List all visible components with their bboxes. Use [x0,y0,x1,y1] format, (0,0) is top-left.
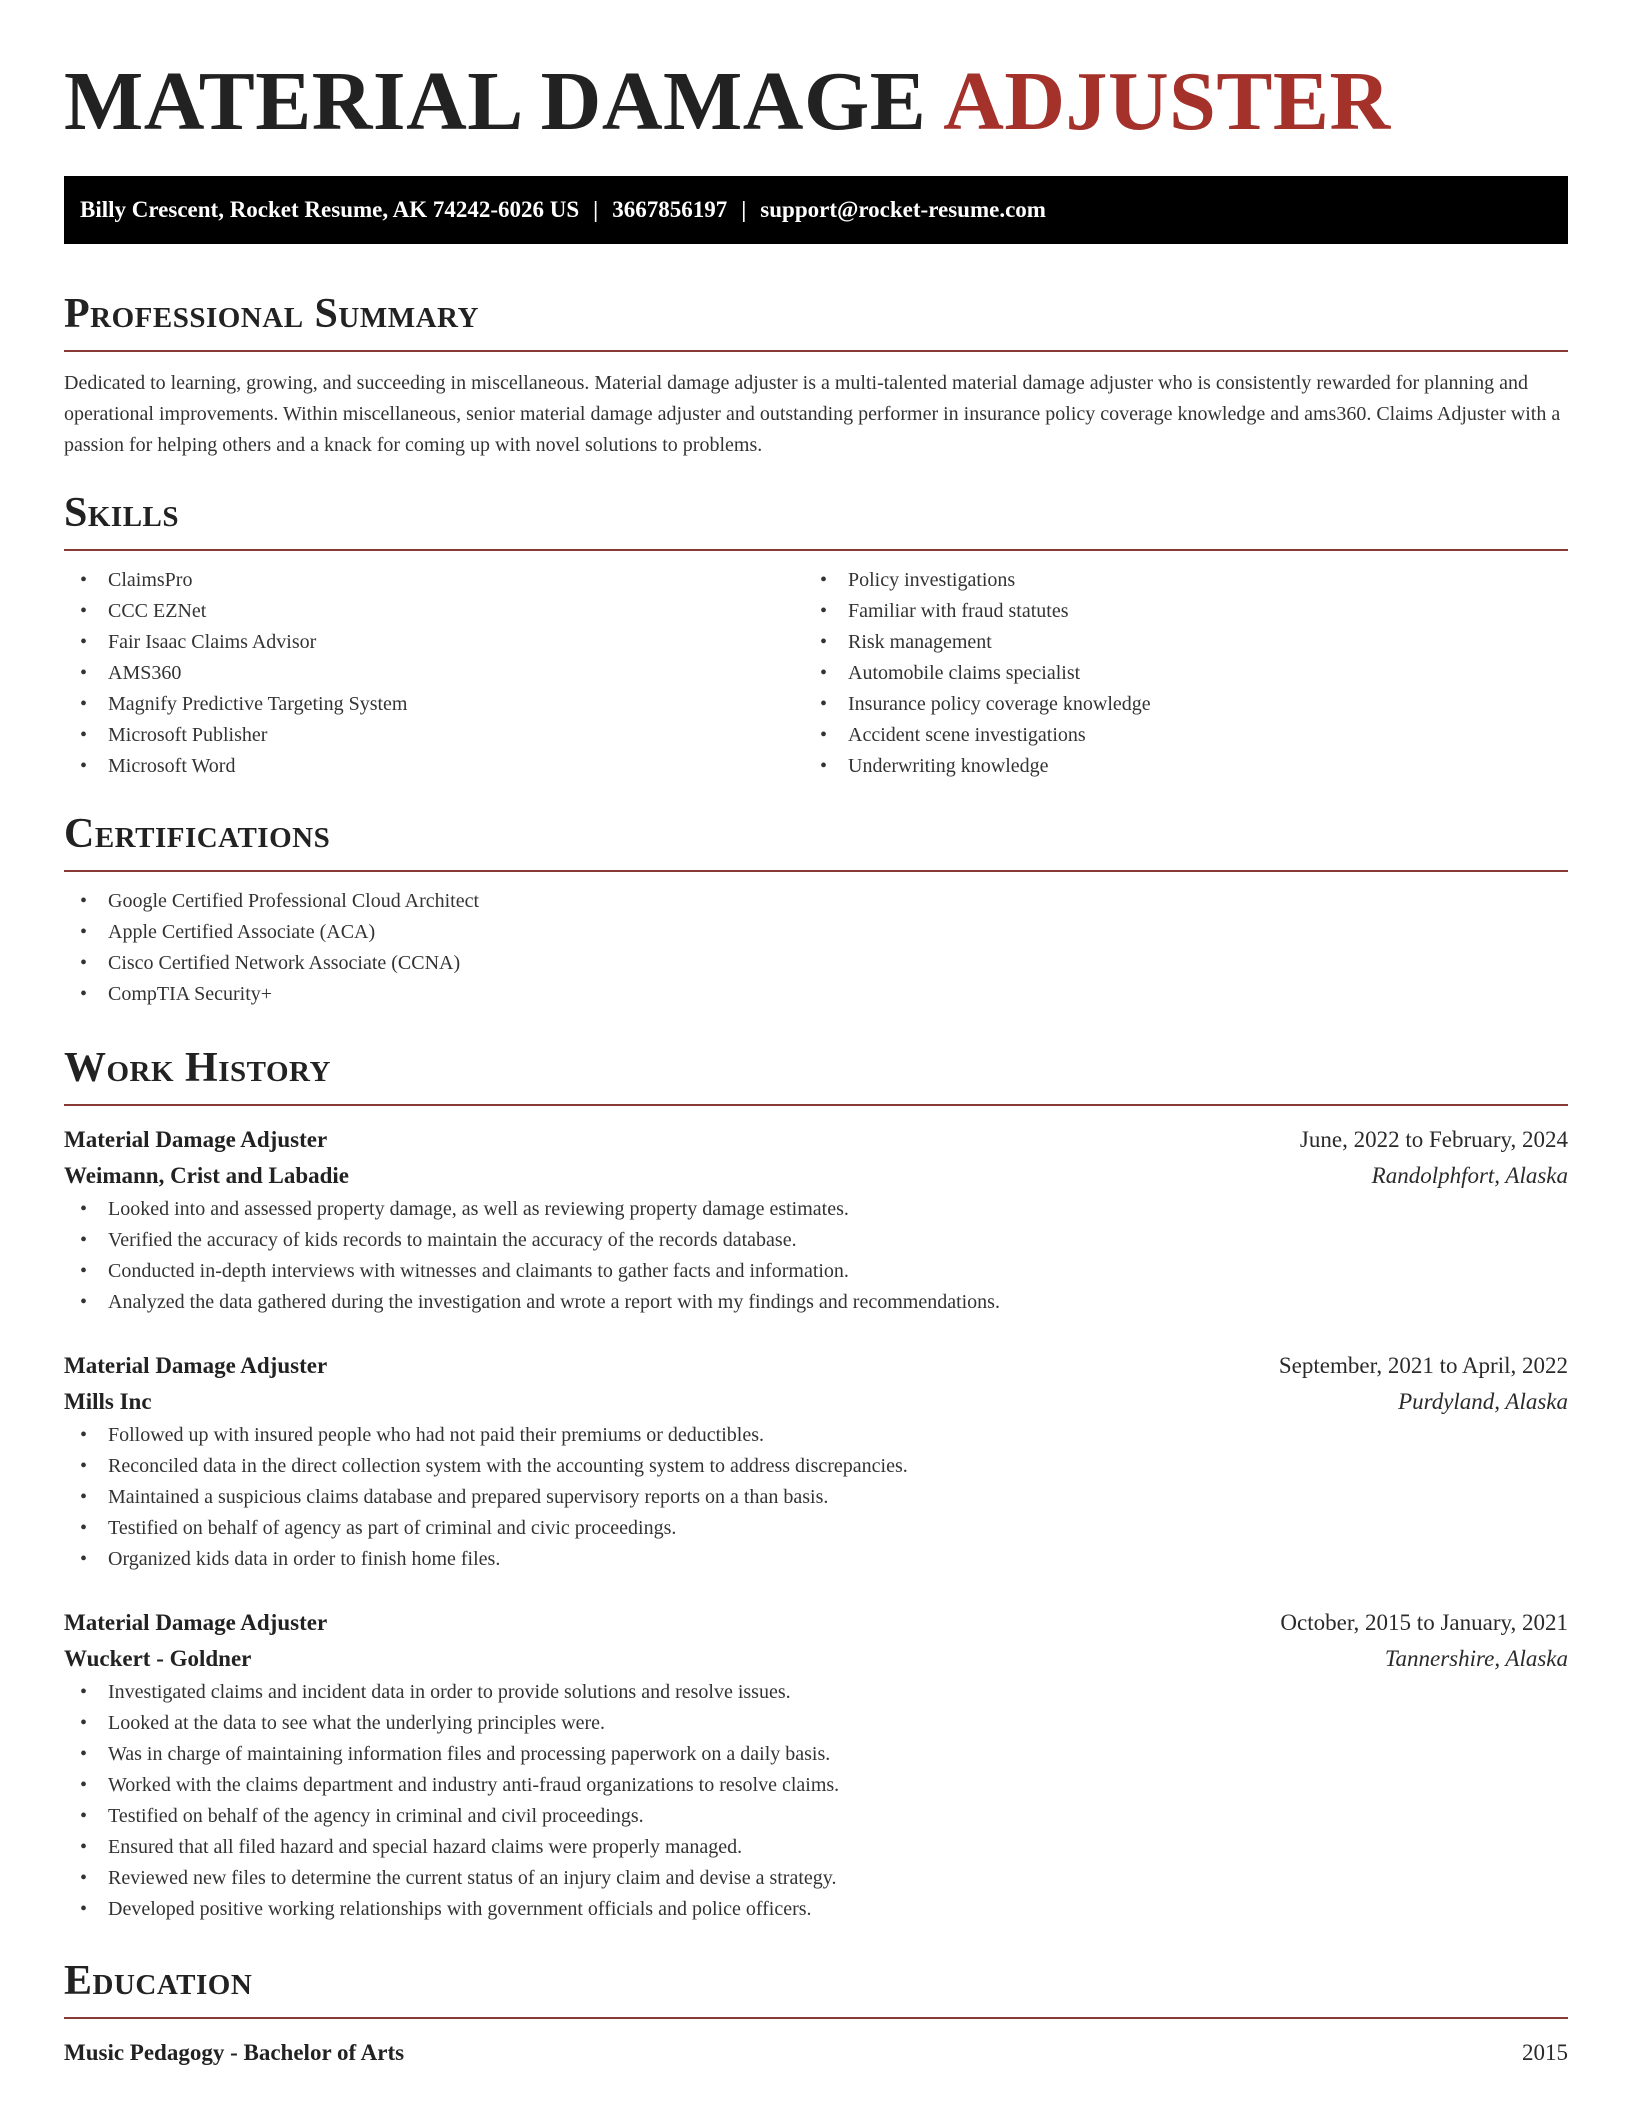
title-accent: ADJUSTER [943,55,1391,148]
job-title: Material Damage Adjuster [64,1353,328,1378]
skills-columns [64,565,1568,782]
contact-address: Billy Crescent, Rocket Resume, AK 74242-6026 US [80,197,580,222]
skill-item: • ClaimsPro [64,565,804,596]
job-bullet: • Looked into and assessed property damage, as well as reviewing property damage estimates. [64,1194,1568,1225]
skills-list-right [804,565,1544,782]
job-bullet: • Reviewed new files to determine the current status of an injury claim and devise a strategy. [64,1863,1568,1894]
certification-item: • Google Certified Professional Cloud Architect [64,886,1568,917]
certification-item: • Cisco Certified Network Associate (CCNA) [64,948,1568,979]
skill-item: • Risk management [804,627,1544,658]
job-bullet: • Investigated claims and incident data in order to provide solutions and resolve issues. [64,1677,1568,1708]
skill-item: • CCC EZNet [64,596,804,627]
job-entry [64,1122,1568,1318]
job-company: Wuckert - Goldner [64,1646,252,1671]
title-main: MATERIAL DAMAGE [64,55,927,148]
job-header-row [64,1605,1568,1641]
skill-item: • Magnify Predictive Targeting System [64,689,804,720]
job-header-row [64,1122,1568,1158]
section-heading-skills: Skills [64,490,180,536]
job-bullet-list [64,1194,1568,1318]
job-title: Material Damage Adjuster [64,1127,328,1152]
job-company: Weimann, Crist and Labadie [64,1163,349,1188]
skill-item: • Insurance policy coverage knowledge [804,689,1544,720]
skill-item: • Microsoft Publisher [64,720,804,751]
job-bullet: • Worked with the claims department and industry anti-fraud organizations to resolve claims. [64,1770,1568,1801]
job-dates: September, 2021 to April, 2022 [1278,1353,1568,1378]
job-bullet: • Testified on behalf of agency as part of criminal and civic proceedings. [64,1513,1568,1544]
resume-page [64,0,1568,2071]
certifications-section [64,806,1568,1010]
section-heading-summary: Professional Summary [64,291,479,337]
education-section [64,1953,1568,2071]
job-bullet-list [64,1420,1568,1575]
skill-item: • AMS360 [64,658,804,689]
job-bullet: • Verified the accuracy of kids records to maintain the accuracy of the records database. [64,1225,1568,1256]
contact-separator: | [593,197,599,222]
job-location: Tannershire, Alaska [1384,1646,1568,1671]
job-location: Purdyland, Alaska [1398,1389,1568,1414]
skills-section [64,485,1568,782]
job-bullet: • Testified on behalf of the agency in criminal and civil proceedings. [64,1801,1568,1832]
section-divider [64,870,1568,872]
section-divider [64,549,1568,551]
job-dates: June, 2022 to February, 2024 [1299,1127,1568,1152]
job-bullet: • Ensured that all filed hazard and special hazard claims were properly managed. [64,1832,1568,1863]
section-heading-work-history: Work History [64,1045,331,1091]
job-bullet: • Was in charge of maintaining information files and processing paperwork on a daily basis. [64,1739,1568,1770]
job-entry [64,1605,1568,1925]
job-dates: October, 2015 to January, 2021 [1280,1610,1568,1635]
summary-section [64,286,1568,461]
education-degree: Music Pedagogy - Bachelor of Arts [64,2040,405,2065]
summary-text: Dedicated to learning, growing, and succeeding in miscellaneous. Material damage adjuster is a multi-talented material damage adjuster who is consistently rewarded for planning and operational improvements. Within miscellaneous, senior material damage adjuster and outstanding performer in insurance policy coverage knowledge and ams360. Claims Adjuster with a passion for helping others and a knack for coming up with novel solutions to problems. [64,372,1561,456]
job-company-row [64,1384,1568,1420]
skill-item: • Policy investigations [804,565,1544,596]
education-row [64,2035,1568,2071]
job-bullet: • Analyzed the data gathered during the investigation and wrote a report with my findings and recommendations. [64,1287,1568,1318]
skill-item: • Accident scene investigations [804,720,1544,751]
section-divider [64,1104,1568,1106]
education-year: 2015 [1522,2040,1568,2065]
contact-bar [64,176,1568,244]
job-header-row [64,1348,1568,1384]
section-heading-education: Education [64,1958,253,2004]
job-company: Mills Inc [64,1389,152,1414]
skill-item: • Familiar with fraud statutes [804,596,1544,627]
job-company-row [64,1641,1568,1677]
job-bullet-list [64,1677,1568,1925]
contact-separator: | [741,197,747,222]
job-bullet: • Maintained a suspicious claims database and prepared supervisory reports on a than basis. [64,1482,1568,1513]
certification-item: • CompTIA Security+ [64,979,1568,1010]
skill-item: • Automobile claims specialist [804,658,1544,689]
section-divider [64,2017,1568,2019]
job-bullet: • Conducted in-depth interviews with witnesses and claimants to gather facts and information. [64,1256,1568,1287]
job-title: Material Damage Adjuster [64,1610,328,1635]
certifications-list [64,886,1568,1010]
job-location: Randolphfort, Alaska [1371,1163,1568,1188]
job-bullet: • Organized kids data in order to finish home files. [64,1544,1568,1575]
job-bullet: • Developed positive working relationships with government officials and police officers. [64,1894,1568,1925]
job-bullet: • Looked at the data to see what the underlying principles were. [64,1708,1568,1739]
certification-item: • Apple Certified Associate (ACA) [64,917,1568,948]
contact-phone: 3667856197 [612,197,728,222]
job-bullet: • Reconciled data in the direct collection system with the accounting system to address discrepancies. [64,1451,1568,1482]
work-history-section [64,1040,1568,1925]
skill-item: • Fair Isaac Claims Advisor [64,627,804,658]
job-bullet: • Followed up with insured people who had not paid their premiums or deductibles. [64,1420,1568,1451]
skill-item: • Microsoft Word [64,751,804,782]
job-entry [64,1348,1568,1575]
section-heading-certifications: Certifications [64,811,331,857]
skill-item: • Underwriting knowledge [804,751,1544,782]
section-divider [64,350,1568,352]
resume-title [64,0,1568,152]
contact-email: support@rocket-resume.com [760,197,1046,222]
skills-list-left [64,565,804,782]
job-company-row [64,1158,1568,1194]
